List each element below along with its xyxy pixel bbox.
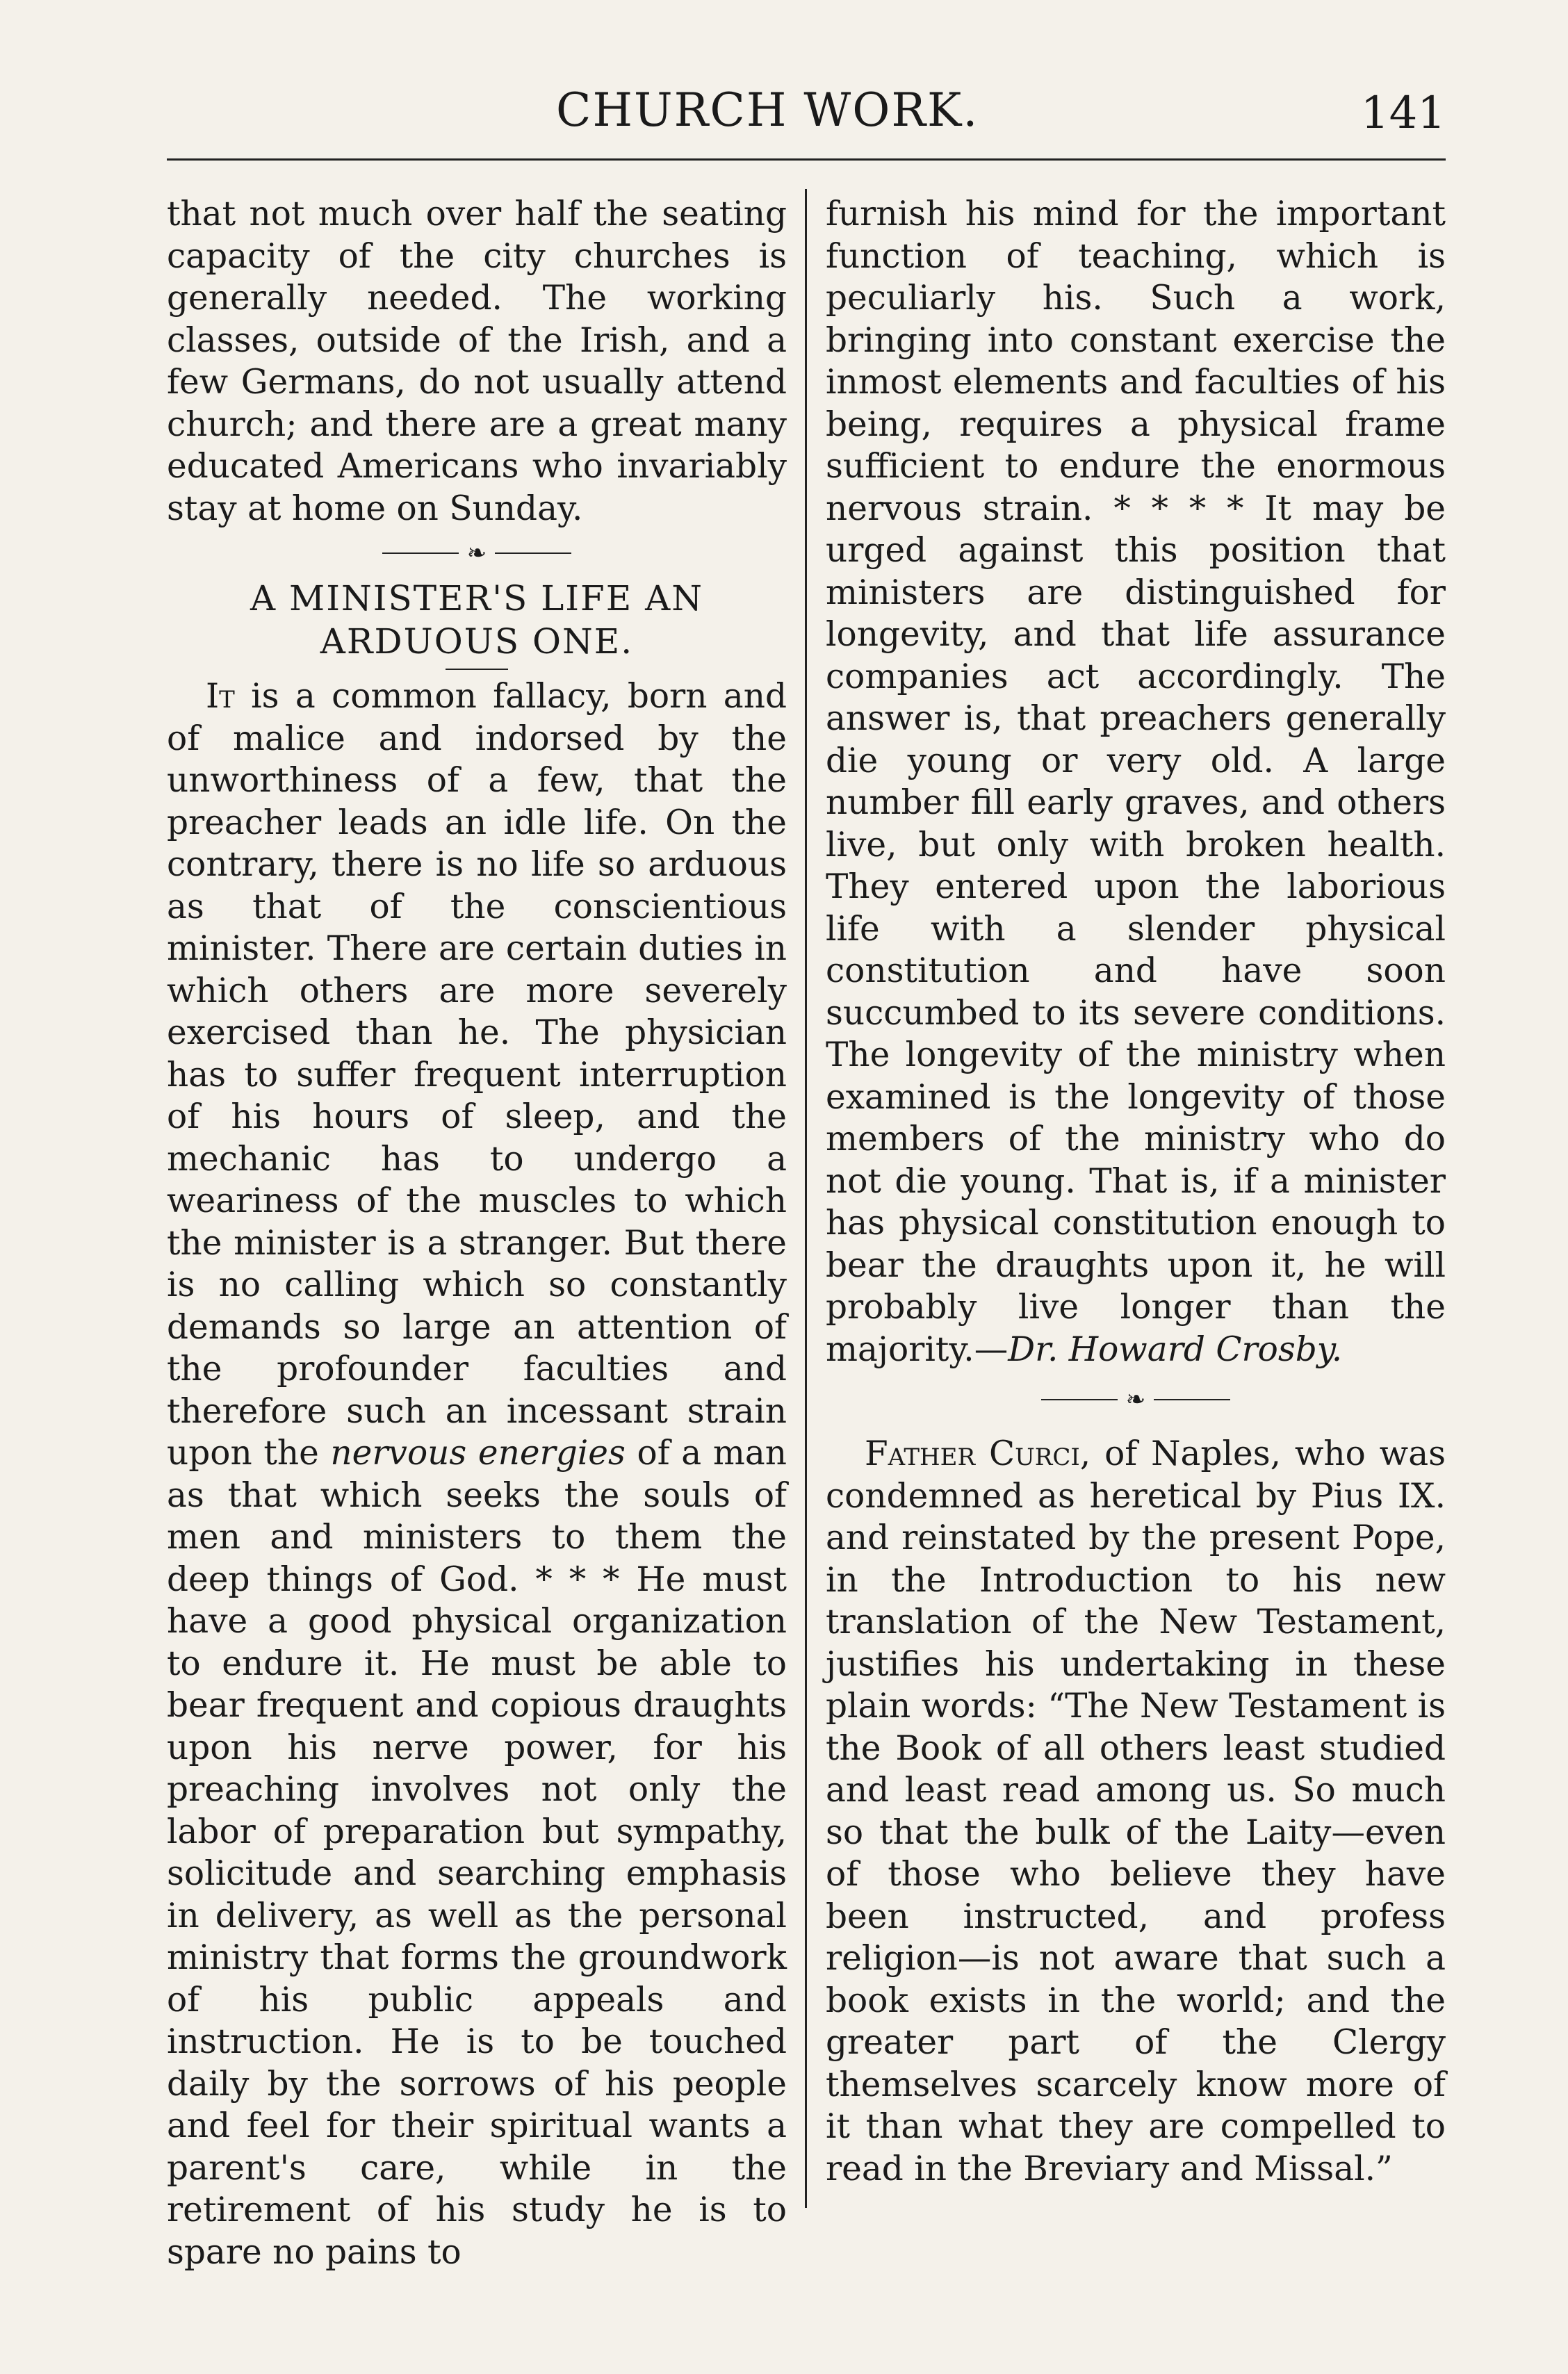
article-body-continued: furnish his mind for the important function of teaching, which is peculiarly his. Such a work, bringing into constant exercise the inmost elements and faculties of his being, requires a physical frame sufficient to endure the enormous nervous strain. * * * * It may be urged against this position that ministers are distinguished for longevity, and that life assurance companies act accordingly. The answer is, that preachers generally die young or very old. A large number fill early graves, and others live, but only with broken health. They entered upon the laborious life with a slender physical constitution and have soon succumbed to its severe conditions. The longevity of the ministry when examined is the longevity of those members of the ministry who do not die young. That is, if a minister has physical constitution enough to bear the draughts upon it, he will probably live longer than the majority.—Dr. Howard Crosby.	[826, 195, 1446, 1369]
section-ornament	[826, 1380, 1446, 1419]
article-heading: A MINISTER'S LIFE AN ARDUOUS ONE.	[250, 578, 703, 662]
ornament-icon: ❧	[466, 539, 487, 567]
curci-paragraph: Father Curci, of Naples, who was condemned as heretical by Pius IX. and reinstated by the present Pope, in the Introduction to his new translation of the New Testament, justifies his undertaking in these plain words: “The New Testament is the Book of all others least studied and least read among us. So much so that the bulk of the Laity—even of those who believe they have been instructed, and profess religion—is not aware that such a book exists in the world; and the greater part of the Clergy themselves scarcely know more of it than what they are compelled to read in the Breviary and Missal.”	[826, 1434, 1446, 2188]
running-title: CHURCH WORK.	[556, 83, 979, 137]
italic-phrase: nervous energies	[330, 1434, 626, 1473]
section-ornament	[167, 534, 787, 573]
ornament-icon: ❧	[1125, 1386, 1146, 1414]
left-column	[167, 193, 787, 2273]
article-body: It is a common fallacy, born and of malice and indorsed by the unworthiness of a few, that the preacher leads an idle life. On the contrary, there is no life so arduous as that of the conscientious minister. There are certain duties in which others are more severely exercised than he. The physician has to suffer frequent interruption of his hours of sleep, and the mechanic has to undergo a weariness of the muscles to which the minister is a stranger. But there is no calling which so constantly demands so large an attention of the profounder faculties and therefore such an incessant strain upon the nervous energies of a man as that which seeks the souls of men and ministers to them the deep things of God. * * * He must have a good physical organization to endure it. He must be able to bear frequent and copious draughts upon his nerve power, for his preaching involves not only the labor of preparation but sympathy, solicitude and searching emphasis in delivery, as well as the personal ministry that forms the groundwork of his public appeals and instruction. He is to be touched daily by the sorrows of his people and feel for their spiritual wants a parent's care, while in the retirement of his study he is to spare no pains to	[167, 677, 787, 2272]
right-column	[826, 193, 1446, 2190]
header-rule	[167, 158, 1446, 161]
attribution: Dr. Howard Crosby.	[1008, 1329, 1343, 1369]
heading-rule	[446, 669, 508, 670]
lead-word: It	[206, 677, 235, 716]
page-number: 141	[1360, 88, 1446, 139]
column-divider	[805, 189, 807, 2208]
page-header	[167, 83, 1446, 146]
left-paragraph-continued: that not much over half the seating capacity of the city churches is generally needed. The working classes, outside of the Irish, and a few Germans, do not usually attend church; and there are a great many educated Americans who invariably stay at home on Sunday.	[167, 195, 787, 528]
lead-name: Father Curci	[865, 1434, 1080, 1473]
